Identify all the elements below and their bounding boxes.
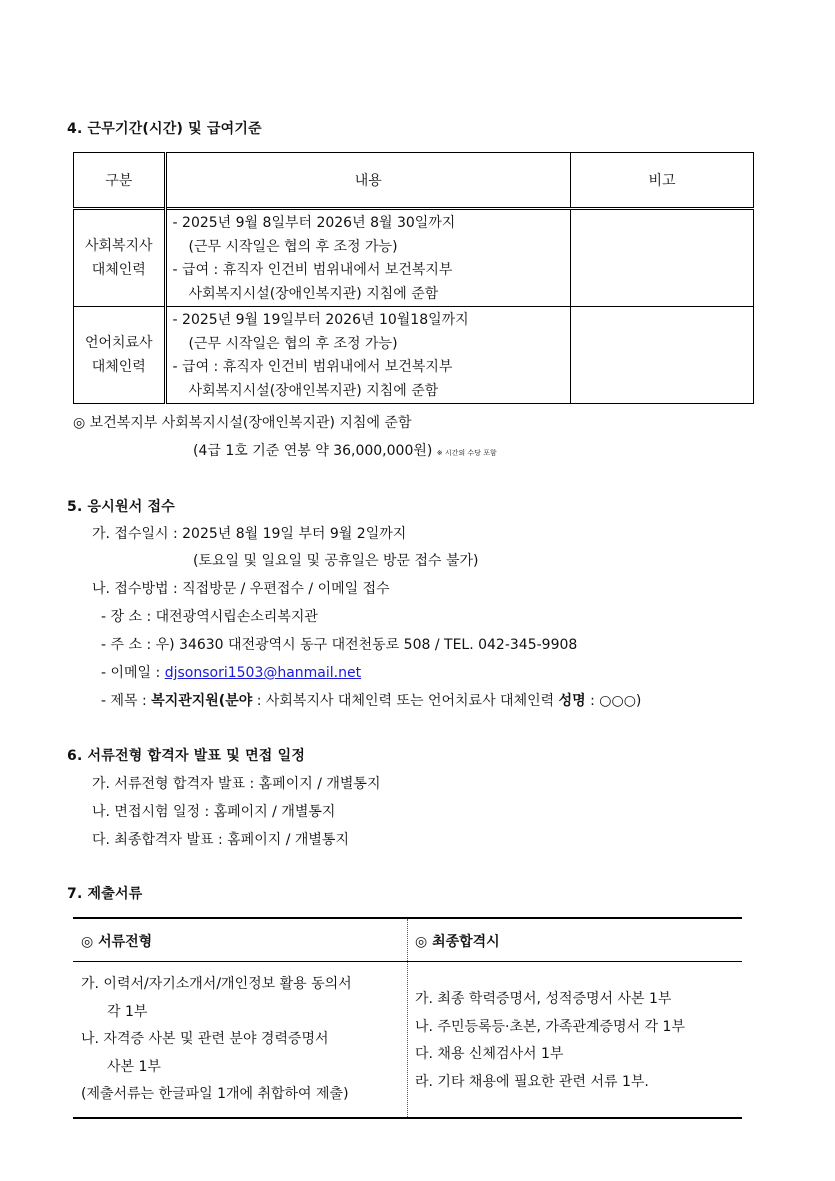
application-address: - 주 소 : 우) 34630 대전광역시 동구 대전천동로 508 / TEL. 042-345-9908: [101, 637, 578, 653]
document-line: (제출서류는 한글파일 1개에 취합하여 제출): [81, 1086, 349, 1102]
table-header-row: [74, 153, 754, 209]
subject-mid: : 사회복지사 대체인력 또는 언어치료사 대체인력: [252, 693, 559, 709]
header-content: 내용: [165, 153, 570, 209]
application-period-note: (토요일 및 일요일 및 공휴일은 방문 접수 불가): [193, 553, 479, 569]
salary-amount: (4급 1호 기준 연봉 약 36,000,000원): [193, 443, 433, 459]
documents-table: [73, 917, 742, 1119]
left-cell: [81, 971, 401, 1109]
subject-name-label: 성명: [558, 693, 586, 709]
left-header: ◎ 서류전형: [81, 934, 153, 950]
header-note: 비고: [570, 153, 753, 209]
header-divider: [73, 961, 742, 962]
content-line: 사회복지시설(장애인복지관) 지침에 준함: [188, 285, 439, 302]
document-line: 사본 1부: [107, 1058, 161, 1075]
category-line: 사회복지사: [84, 238, 153, 254]
section-6-heading: 6. 서류전형 합격자 발표 및 면접 일정: [67, 748, 306, 764]
salary-small-note: ※ 시간외 수당 포함: [436, 449, 497, 457]
subject-end: : ○○○): [585, 693, 642, 709]
content-line: - 2025년 9월 19일부터 2026년 10월18일까지: [172, 312, 469, 328]
subject-bold: 복지관지원(분야: [151, 693, 253, 709]
row-note: [570, 209, 753, 307]
application-subject-line: [101, 690, 641, 710]
content-line: (근무 시작일은 협의 후 조정 가능): [188, 238, 398, 255]
work-period-table: [73, 152, 754, 404]
right-cell: [415, 986, 735, 1096]
row-category: [74, 307, 166, 404]
document-line: 각 1부: [107, 1003, 148, 1020]
application-period: 가. 접수일시 : 2025년 8월 19일 부터 9월 2일까지: [92, 526, 407, 542]
schedule-item: 가. 서류전형 합격자 발표 : 홈페이지 / 개별통지: [92, 776, 381, 792]
salary-detail: [193, 440, 497, 460]
application-email-line: [101, 662, 361, 682]
category-line: 언어치료사: [84, 335, 153, 351]
document-line: 다. 채용 신체검사서 1부: [415, 1046, 564, 1062]
salary-note: ◎ 보건복지부 사회복지시설(장애인복지관) 지침에 준함: [73, 415, 412, 431]
application-place: - 장 소 : 대전광역시립손소리복지관: [101, 609, 318, 625]
document-line: 가. 이력서/자기소개서/개인정보 활용 동의서: [81, 976, 352, 992]
document-line: 가. 최종 학력증명서, 성적증명서 사본 1부: [415, 991, 672, 1007]
table-row: [74, 209, 754, 307]
row-category: [74, 209, 166, 307]
content-line: (근무 시작일은 협의 후 조정 가능): [188, 335, 398, 352]
application-method: 나. 접수방법 : 직접방문 / 우편접수 / 이메일 접수: [92, 581, 390, 597]
email-label: - 이메일 :: [101, 665, 165, 681]
section-7-heading: 7. 제출서류: [67, 886, 143, 902]
section-5-heading: 5. 응시원서 접수: [67, 499, 175, 515]
document-line: 나. 자격증 사본 및 관련 분야 경력증명서: [81, 1031, 329, 1047]
email-link[interactable]: djsonsori1503@hanmail.net: [164, 665, 362, 681]
row-content: [165, 209, 570, 307]
document-line: 나. 주민등록등·초본, 가족관계증명서 각 1부: [415, 1018, 685, 1035]
table-row: [74, 307, 754, 404]
subject-prefix: - 제목 :: [101, 693, 152, 709]
section-4-heading: 4. 근무기간(시간) 및 급여기준: [67, 121, 262, 137]
schedule-item: 다. 최종합격자 발표 : 홈페이지 / 개별통지: [92, 832, 349, 848]
content-line: - 급여 : 휴직자 인건비 범위내에서 보건복지부: [172, 359, 453, 375]
schedule-item: 나. 면접시험 일정 : 홈페이지 / 개별통지: [92, 804, 336, 820]
row-note: [570, 307, 753, 404]
header-category: 구분: [74, 153, 166, 209]
category-line: 대체인력: [91, 262, 146, 278]
content-line: - 2025년 9월 8일부터 2026년 8월 30일까지: [172, 215, 456, 231]
content-line: 사회복지시설(장애인복지관) 지침에 준함: [188, 382, 439, 399]
category-line: 대체인력: [91, 359, 146, 375]
content-line: - 급여 : 휴직자 인건비 범위내에서 보건복지부: [172, 262, 453, 278]
column-divider: [407, 919, 408, 1117]
right-header: ◎ 최종합격시: [415, 934, 500, 950]
document-line: 라. 기타 채용에 필요한 관련 서류 1부.: [415, 1073, 649, 1090]
row-content: [165, 307, 570, 404]
